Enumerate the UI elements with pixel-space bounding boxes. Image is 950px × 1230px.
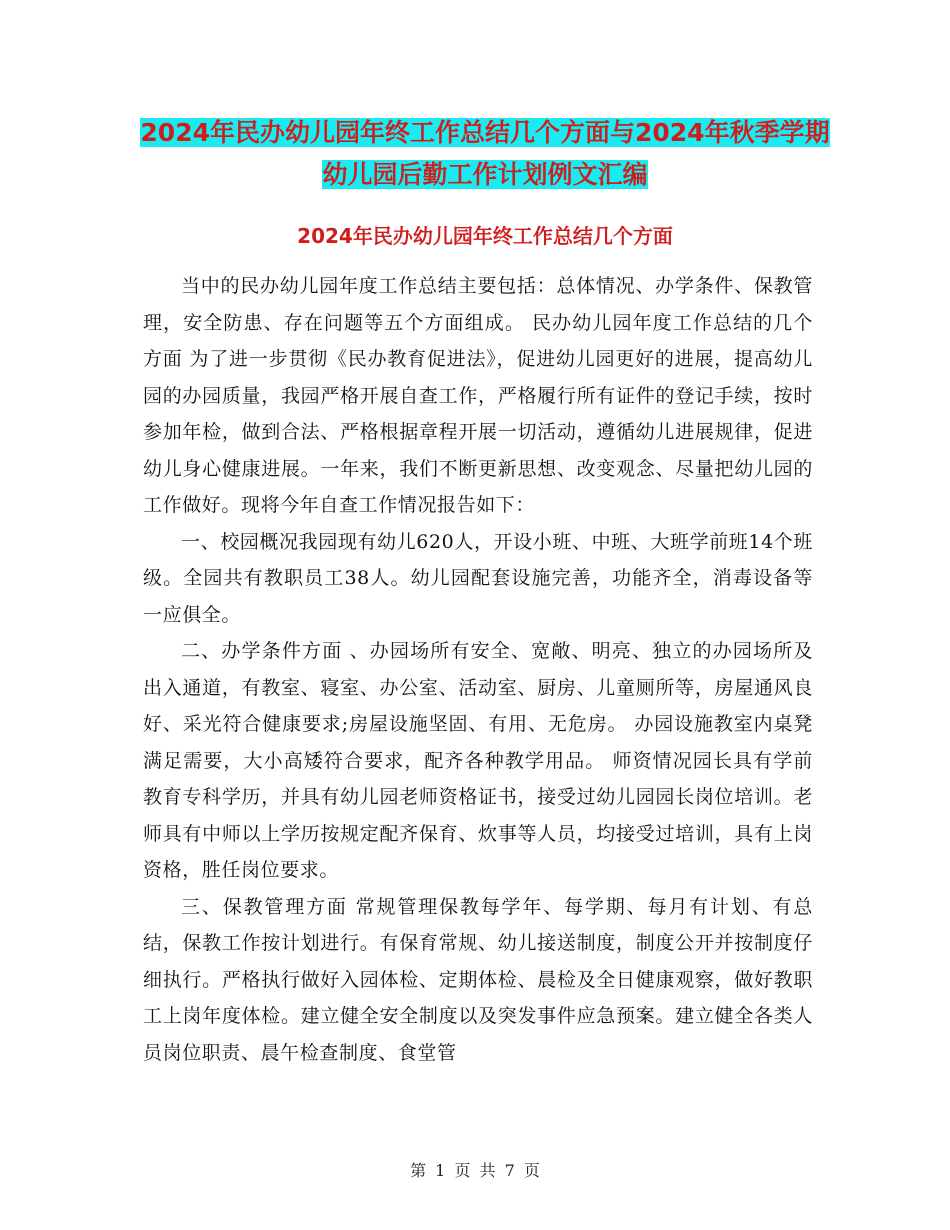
document-title-text: 2024年民办幼儿园年终工作总结几个方面与2024年秋季学期幼儿园后勤工作计划例文汇编 — [140, 118, 830, 189]
paragraph: 一、校园概况我园现有幼儿620人，开设小班、中班、大班学前班14个班级。全园共有教职员工38人。幼儿园配套设施完善，功能齐全，消毒设备等一应俱全。 — [143, 530, 813, 626]
page-number-footer: 第 1 页 共 7 页 — [410, 1161, 540, 1180]
document-body — [143, 268, 813, 1071]
paragraph: 三、保教管理方面 常规管理保教每学年、每学期、每月有计划、有总结，保教工作按计划进行。有保育常规、幼儿接送制度，制度公开并按制度仔细执行。严格执行做好入园体检、定期体检、晨检及全日健康观察，做好教职工上岗年度体检。建立健全安全制度以及突发事件应急预案。建立健全各类人员岗位职责、晨午检查制度、食堂管 — [143, 895, 813, 1064]
paragraph: 二、办学条件方面 、办园场所有安全、宽敞、明亮、独立的办园场所及出入通道，有教室、寝室、办公室、活动室、厨房、儿童厕所等，房屋通风良好、采光符合健康要求;房屋设施坚固、有用、无危房。 办园设施教室内桌凳满足需要，大小高矮符合要求，配齐各种教学用品。 师资情况园长具有学前教育专科学历，并具有幼儿园老师资格证书，接受过幼儿园园长岗位培训。老师具有中师以上学历按规定配齐保育、炊事等人员，均接受过培训，具有上岗资格，胜任岗位要求。 — [143, 640, 813, 881]
paragraph: 当中的民办幼儿园年度工作总结主要包括：总体情况、办学条件、保教管理，安全防患、存在问题等五个方面组成。 民办幼儿园年度工作总结的几个方面 为了进一步贯彻《民办教育促进法》，促进幼儿园更好的进展，提高幼儿园的办园质量，我园严格开展自查工作，严格履行所有证件的登记手续，按时参加年检，做到合法、严格根据章程开展一切活动，遵循幼儿进展规律，促进幼儿身心健康进展。一年来，我们不断更新思想、改变观念、尽量把幼儿园的工作做好。现将今年自查工作情况报告如下： — [143, 275, 813, 516]
section-title: 2024年民办幼儿园年终工作总结几个方面 — [297, 224, 673, 248]
document-title — [140, 112, 830, 196]
